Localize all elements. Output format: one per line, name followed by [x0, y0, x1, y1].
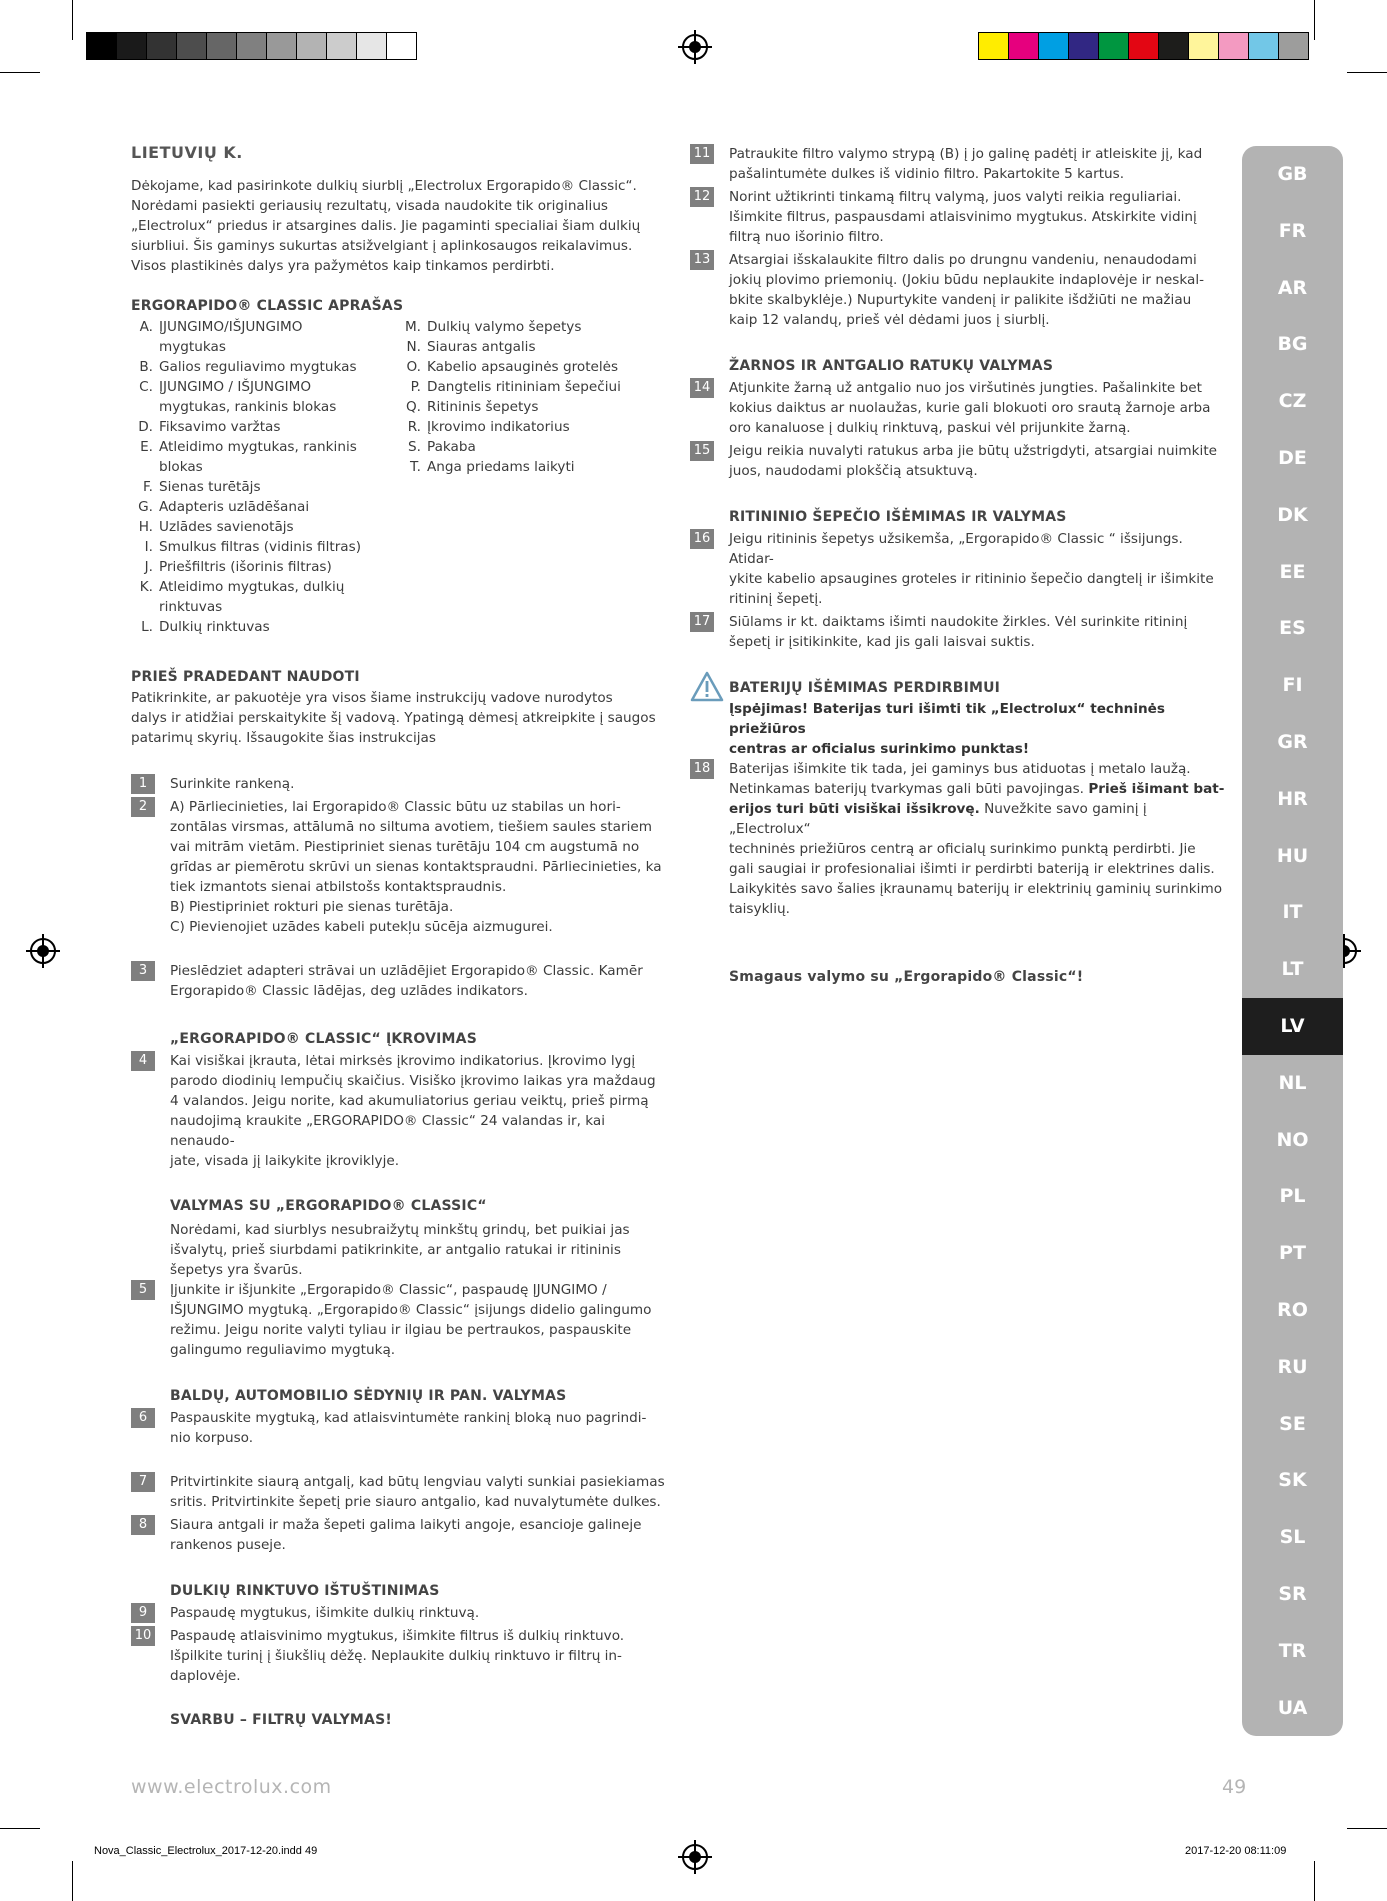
part-label: Sienas turētājs	[159, 479, 261, 495]
part-item	[131, 357, 399, 377]
color-swatch	[177, 33, 207, 59]
part-label: Dulkių valymo šepetys	[427, 319, 582, 335]
crop-mark	[0, 1828, 40, 1829]
step-text: Įjunkite ir išjunkite „Ergorapido® Classic“, paspaudę ĮJUNGIMO / IŠJUNGIMO mygtuką. „Ergorapido® Classic“ įsijungs didelio galingumo režimu. Jeigu norite valyti tyliau ir ilgiau be pertraukos, paspauskite galingumo reguliavimo mygtuką.	[170, 1282, 652, 1358]
color-swatch	[117, 33, 147, 59]
step-number: 16	[690, 529, 714, 549]
step-18	[690, 759, 1230, 919]
furniture-heading: BALDŲ, AUTOMOBILIO SĖDYNIŲ IR PAN. VALYMAS	[170, 1388, 567, 1404]
part-key: N.	[406, 339, 421, 355]
part-item	[131, 417, 399, 437]
part-item	[131, 377, 399, 417]
language-sidebar	[1242, 146, 1343, 1736]
part-key: A.	[139, 319, 153, 335]
step-text: Patraukite filtro valymo strypą (B) į jo galinę padėtį ir atleiskite jį, kad pašalintumėte dulkes iš vidinio filtro. Pakartokite 5 kartus.	[729, 146, 1203, 182]
part-label: Kabelio apsauginės grotelės	[427, 359, 619, 375]
step-text: Surinkite rankeną.	[170, 776, 295, 792]
language-tab-sr[interactable]: SR	[1278, 1582, 1307, 1605]
language-tab-lv[interactable]: LV	[1242, 998, 1343, 1055]
color-swatch	[87, 33, 117, 59]
gray-calibration-bar	[86, 32, 417, 60]
step-10	[131, 1626, 671, 1686]
step-16	[690, 529, 1230, 609]
part-key: L.	[141, 619, 153, 635]
color-swatch	[267, 33, 297, 59]
step-text: A) Pārliecinieties, lai Ergorapido® Classic būtu uz stabilas un hori- zontālas virsmas, attālumā no siltuma avotiem, tiešiem saules stariem vai mitrām vietām. Piestipriniet sienas turētāju 104 cm augstumā no grīdas ar piemērotu skrūvi un sienas kontaktspraudni. Pārliecinieties, ka tiek izmantots sienai atbilstošs kontaktspraudnis. B) Piestipriniet rokturi pie sienas turētāja. C) Pievienojiet uzādes kabeli putekļu sūcēja aizmugurei.	[170, 799, 662, 935]
step-text: Atsargiai išskalaukite filtro dalis po drungnu vandeniu, nenaudodami jokių plovimo priemonių. (Jokiu būdu neplaukite indaplovėje ir neskal- bkite skalbyklėje.) Nupurtykite vandenį ir palikite išdžiūti ne mažiau kaip 12 valandų, prieš vėl dėdami juos į siurblį.	[729, 252, 1205, 328]
step-3	[131, 961, 671, 1001]
language-tab-tr[interactable]: TR	[1278, 1639, 1307, 1662]
registration-mark-icon	[682, 1844, 708, 1870]
step-11	[690, 144, 1230, 184]
part-key: E.	[140, 439, 153, 455]
step-number: 11	[690, 144, 714, 164]
description-heading: ERGORAPIDO® CLASSIC APRAŠAS	[131, 298, 404, 314]
warning-triangle-icon	[690, 671, 724, 703]
crop-mark	[0, 72, 40, 73]
language-tab-dk[interactable]: DK	[1277, 503, 1308, 526]
step-text: Atjunkite žarną už antgalio nuo jos viršutinės jungties. Pašalinkite bet kokius daiktus ar nuolaužas, kurie gali blokuoti oro srautą žarnoje arba oro kanaluose į dulkių rinktuvą, paskui vėl prijunkite žarną.	[729, 380, 1211, 436]
part-item	[399, 377, 639, 397]
color-swatch	[1069, 33, 1099, 59]
step-text: Paspaudę atlaisvinimo mygtukus, išimkite filtrus iš dulkių rinktuvo. Išpilkite turinį į šiukšlių dėžę. Neplaukite dulkių rinktuvo ir filtrų in- daplovėje.	[170, 1628, 625, 1684]
language-tab-pt[interactable]: PT	[1279, 1242, 1306, 1265]
registration-mark-icon	[30, 938, 56, 964]
color-swatch	[327, 33, 357, 59]
part-item	[131, 537, 399, 557]
step-14	[690, 378, 1230, 438]
crop-mark	[1314, 0, 1315, 40]
part-item	[131, 517, 399, 537]
step-number: 1	[131, 774, 155, 794]
step-2	[131, 797, 671, 937]
part-item	[399, 317, 639, 337]
part-label: Atleidimo mygtukas, rankinis blokas	[159, 439, 357, 475]
part-label: Įkrovimo indikatorius	[427, 419, 570, 435]
part-key: S.	[408, 439, 421, 455]
step-number: 5	[131, 1280, 155, 1300]
part-item	[131, 497, 399, 517]
color-swatch	[207, 33, 237, 59]
step-4	[131, 1051, 671, 1171]
parts-list-left	[131, 317, 399, 637]
page-number: 49	[1222, 1776, 1247, 1798]
part-key: K.	[139, 579, 153, 595]
part-key: J.	[144, 559, 153, 575]
part-key: F.	[143, 479, 153, 495]
part-label: Dangtelis ritininiam šepečiui	[427, 379, 621, 395]
step-1	[131, 774, 671, 794]
step-9	[131, 1603, 671, 1623]
slug-filename: Nova_Classic_Electrolux_2017-12-20.indd 49	[94, 1845, 318, 1857]
step-number: 17	[690, 612, 714, 632]
language-tab-gr[interactable]: GR	[1277, 730, 1308, 753]
color-swatch	[1039, 33, 1069, 59]
step-number: 13	[690, 250, 714, 270]
language-tab-lt[interactable]: LT	[1281, 958, 1304, 981]
color-swatch	[387, 33, 416, 59]
step-13	[690, 250, 1230, 330]
step-number: 9	[131, 1603, 155, 1623]
step-text-bold: Prieš išimant bat- erijos turi būti visiškai išsikrovę.	[729, 781, 1225, 817]
language-tab-ar[interactable]: AR	[1277, 276, 1308, 299]
color-swatch	[1129, 33, 1159, 59]
color-swatch	[1159, 33, 1189, 59]
registration-mark-icon	[682, 34, 708, 60]
step-8	[131, 1515, 671, 1555]
charging-heading: „ERGORAPIDO® CLASSIC“ ĮKROVIMAS	[170, 1031, 478, 1047]
part-key: O.	[406, 359, 421, 375]
closing-text: Smagaus valymo su „Ergorapido® Classic“!	[729, 969, 1084, 985]
left-column	[131, 143, 671, 1730]
part-key: C.	[139, 379, 153, 395]
part-key: B.	[139, 359, 153, 375]
step-number: 7	[131, 1472, 155, 1492]
intro-text: Dėkojame, kad pasirinkote dulkių siurblį „Electrolux Ergorapido® Classic“. Norėdami pasiekti geriausių rezultatų, visada naudokite tik originalius „Electrolux“ priedus ir atsargines dalis. Jie pagaminti specialiai šiam dulkių siurbliui. Šis gaminys sukurtas atsižvelgiant į aplinkosaugos reikalavimus. Visos plastikinės dalys yra pažymėtos kaip tinkamos perdirbti.	[131, 178, 641, 274]
step-12	[690, 187, 1230, 247]
brush-heading: RITININIO ŠEPEČIO IŠĖMIMAS IR VALYMAS	[729, 509, 1067, 525]
part-label: ĮJUNGIMO / IŠJUNGIMO mygtukas, rankinis blokas	[159, 379, 337, 415]
crop-mark	[72, 1861, 73, 1901]
part-key: R.	[407, 419, 421, 435]
crop-mark	[1347, 1828, 1387, 1829]
language-tab-hu[interactable]: HU	[1276, 844, 1309, 867]
filter-cleaning-heading: SVARBU – FILTRŲ VALYMAS!	[170, 1712, 392, 1728]
step-7	[131, 1472, 671, 1512]
step-text: Pritvirtinkite siaurą antgalį, kad būtų lengviau valyti sunkiai pasiekiamas sritis. Pritvirtinkite šepetį prie siauro antgalio, kad nuvalytumėte dulkes.	[170, 1474, 665, 1510]
part-label: Dulkių rinktuvas	[159, 619, 270, 635]
step-text: Siaura antgali ir maža šepeti galima laikyti angoje, esancioje galineje rankenos puseje.	[170, 1517, 642, 1553]
language-tab-gb[interactable]: GB	[1277, 163, 1308, 185]
part-item	[399, 337, 639, 357]
language-tab-pl[interactable]: PL	[1279, 1185, 1306, 1208]
part-label: Ritininis šepetys	[427, 399, 539, 415]
step-text: Baterijas išimkite tik tada, jei gaminys bus atiduotas į metalo laužą. Netinkamas baterijų tvarkymas gali būti pavojingas.	[729, 761, 1191, 797]
emptying-heading: DULKIŲ RINKTUVO IŠTUŠTINIMAS	[170, 1583, 440, 1599]
color-swatch	[1219, 33, 1249, 59]
part-key: I.	[144, 539, 153, 555]
color-swatch	[357, 33, 387, 59]
color-swatch	[1009, 33, 1039, 59]
language-tab-de[interactable]: DE	[1278, 446, 1307, 469]
part-key: G.	[138, 499, 153, 515]
step-text: Kai visiškai įkrauta, lėtai mirksės įkrovimo indikatorius. Įkrovimo lygį parodo diodinių lempučių skaičius. Visiško įkrovimo laikas yra maždaug 4 valandos. Jeigu norite, kad akumuliatorius geriau veiktų, prieš pirmą naudojimą kraukite „ERGORAPIDO® Classic“ 24 valandas ir, kai nenaudo- jate, visada jį laikykite įkroviklyje.	[170, 1053, 656, 1169]
part-item	[131, 477, 399, 497]
before-use-heading: PRIEŠ PRADEDANT NAUDOTI	[131, 669, 360, 685]
step-text: Paspaudę mygtukus, išimkite dulkių rinktuvą.	[170, 1605, 480, 1621]
slug-date: 2017-12-20 08:11:09	[1185, 1845, 1287, 1857]
part-label: Galios reguliavimo mygtukas	[159, 359, 357, 375]
step-number: 14	[690, 378, 714, 398]
color-swatch	[1099, 33, 1129, 59]
part-label: Anga priedams laikyti	[427, 459, 575, 475]
cleaning-text: Norėdami, kad siurblys nesubraižytų minkštų grindų, bet puikiai jas išvalytų, prieš siurbdami patikrinkite, ar antgalio ratukai ir ritininis šepetys yra švarūs.	[170, 1222, 630, 1278]
step-number: 3	[131, 961, 155, 981]
color-swatch	[147, 33, 177, 59]
parts-list	[131, 317, 671, 637]
part-item	[399, 457, 639, 477]
part-key: M.	[404, 319, 421, 335]
part-item	[131, 437, 399, 477]
part-item	[399, 417, 639, 437]
part-label: Siauras antgalis	[427, 339, 536, 355]
step-text: Jeigu ritininis šepetys užsikemša, „Ergorapido® Classic “ išsijungs. Atidar- ykite kabelio apsaugines groteles ir ritininio šepečio dangtelį ir išimkite ritininį šepetį.	[729, 531, 1214, 607]
step-6	[131, 1408, 671, 1448]
step-text: Jeigu reikia nuvalyti ratukus arba jie būtų užstrigdyti, atsargiai nuimkite juos, naudodami plokščią atsuktuvą.	[729, 443, 1218, 479]
language-tab-es[interactable]: ES	[1279, 617, 1306, 640]
part-key: D.	[138, 419, 153, 435]
color-swatch	[979, 33, 1009, 59]
step-text: Nuvežkite savo gaminį į „Electrolux“ techninės priežiūros centrą ar oficialų surinkimo punktą perdirbti. Jie gali saugiai ir profesionaliai išimti ir perdirbti bateriją ir elektrines dalis. Laikykitės savo šalies įkraunamų baterijų ir elektrinių gaminių surinkimo taisyklių.	[729, 801, 1223, 917]
color-swatch	[1249, 33, 1279, 59]
page-title: LIETUVIŲ K.	[131, 143, 243, 162]
part-item	[131, 557, 399, 577]
part-item	[399, 357, 639, 377]
footer-website: www.electrolux.com	[131, 1776, 332, 1798]
step-5	[131, 1280, 671, 1360]
language-tab-ua[interactable]: UA	[1277, 1696, 1308, 1719]
part-item	[399, 397, 639, 417]
language-tab-se[interactable]: SE	[1279, 1412, 1306, 1435]
step-text: Norint užtikrinti tinkamą filtrų valymą, juos valyti reikia reguliariai. Išimkite filtrus, paspausdami atlaisvinimo mygtukus. Atskirkite vidinį filtrą nuo išorinio filtro.	[729, 189, 1197, 245]
step-text: Siūlams ir kt. daiktams išimti naudokite žirkles. Vėl surinkite ritininį šepetį ir įsitikinkite, kad jis gali laisvai suktis.	[729, 614, 1188, 650]
step-15	[690, 441, 1230, 481]
crop-mark	[1314, 1861, 1315, 1901]
color-swatch	[297, 33, 327, 59]
color-swatch	[237, 33, 267, 59]
battery-heading: BATERIJŲ IŠĖMIMAS PERDIRBIMUI	[729, 680, 1001, 696]
step-text: Paspauskite mygtuką, kad atlaisvintumėte rankinį bloką nuo pagrindi- nio korpuso.	[170, 1410, 647, 1446]
language-tab-bg[interactable]: BG	[1277, 333, 1308, 356]
language-tab-cz[interactable]: CZ	[1278, 390, 1307, 413]
step-number: 6	[131, 1408, 155, 1428]
step-number: 15	[690, 441, 714, 461]
step-number: 18	[690, 759, 714, 779]
language-tab-sl[interactable]: SL	[1279, 1526, 1306, 1549]
crop-mark	[1347, 72, 1387, 73]
language-tab-ee[interactable]: EE	[1279, 560, 1306, 583]
part-label: Uzlādes savienotājs	[159, 519, 294, 535]
color-swatch	[1189, 33, 1219, 59]
part-item	[399, 437, 639, 457]
part-label: Pakaba	[427, 439, 476, 455]
right-column	[690, 144, 1230, 987]
step-number: 4	[131, 1051, 155, 1071]
parts-list-right	[399, 317, 639, 637]
part-label: ĮJUNGIMO/IŠJUNGIMO mygtukas	[159, 319, 303, 355]
part-label: Fiksavimo varžtas	[159, 419, 281, 435]
crop-mark	[72, 0, 73, 40]
part-label: Smulkus filtras (vidinis filtras)	[159, 539, 362, 555]
color-calibration-bar	[978, 32, 1309, 60]
language-tab-it[interactable]: IT	[1282, 901, 1303, 924]
language-tab-fi[interactable]: FI	[1282, 674, 1303, 697]
step-number: 2	[131, 797, 155, 817]
step-number: 10	[131, 1626, 155, 1646]
part-item	[131, 617, 399, 637]
part-key: T.	[409, 459, 421, 475]
before-use-text: Patikrinkite, ar pakuotėje yra visos šiame instrukcijų vadove nurodytos dalys ir atidžiai perskaitykite šį vadovą. Ypatingą dėmesį atkreipkite į saugos patarimų skyrių. Išsaugokite šias instrukcijas	[131, 690, 656, 746]
language-tab-hr[interactable]: HR	[1277, 787, 1308, 810]
part-label: Priešfiltris (išorinis filtras)	[159, 559, 332, 575]
part-item	[131, 577, 399, 617]
part-key: H.	[138, 519, 153, 535]
hose-heading: ŽARNOS IR ANTGALIO RATUKŲ VALYMAS	[729, 358, 1054, 374]
language-tab-ru[interactable]: RU	[1277, 1355, 1308, 1378]
language-tab-sk[interactable]: SK	[1278, 1469, 1307, 1492]
step-text: Pieslēdziet adapteri strāvai un uzlādējiet Ergorapido® Classic. Kamēr Ergorapido® Classic lādējas, deg uzlādes indikators.	[170, 963, 643, 999]
color-swatch	[1279, 33, 1308, 59]
language-tab-no[interactable]: NO	[1276, 1128, 1309, 1151]
step-number: 8	[131, 1515, 155, 1535]
step-number: 12	[690, 187, 714, 207]
step-17	[690, 612, 1230, 652]
cleaning-heading: VALYMAS SU „ERGORAPIDO® CLASSIC“	[170, 1198, 487, 1214]
part-label: Adapteris uzlādēšanai	[159, 499, 310, 515]
battery-warning: Įspėjimas! Baterijas turi išimti tik „Electrolux“ techninės priežiūros centras ar oficialus surinkimo punktas!	[729, 701, 1165, 757]
part-key: Q.	[405, 399, 421, 415]
language-tab-fr[interactable]: FR	[1278, 219, 1307, 242]
part-item	[131, 317, 399, 357]
part-key: P.	[410, 379, 421, 395]
language-tab-ro[interactable]: RO	[1277, 1298, 1308, 1321]
language-tab-nl[interactable]: NL	[1278, 1071, 1307, 1094]
part-label: Atleidimo mygtukas, dulkių rinktuvas	[159, 579, 345, 615]
